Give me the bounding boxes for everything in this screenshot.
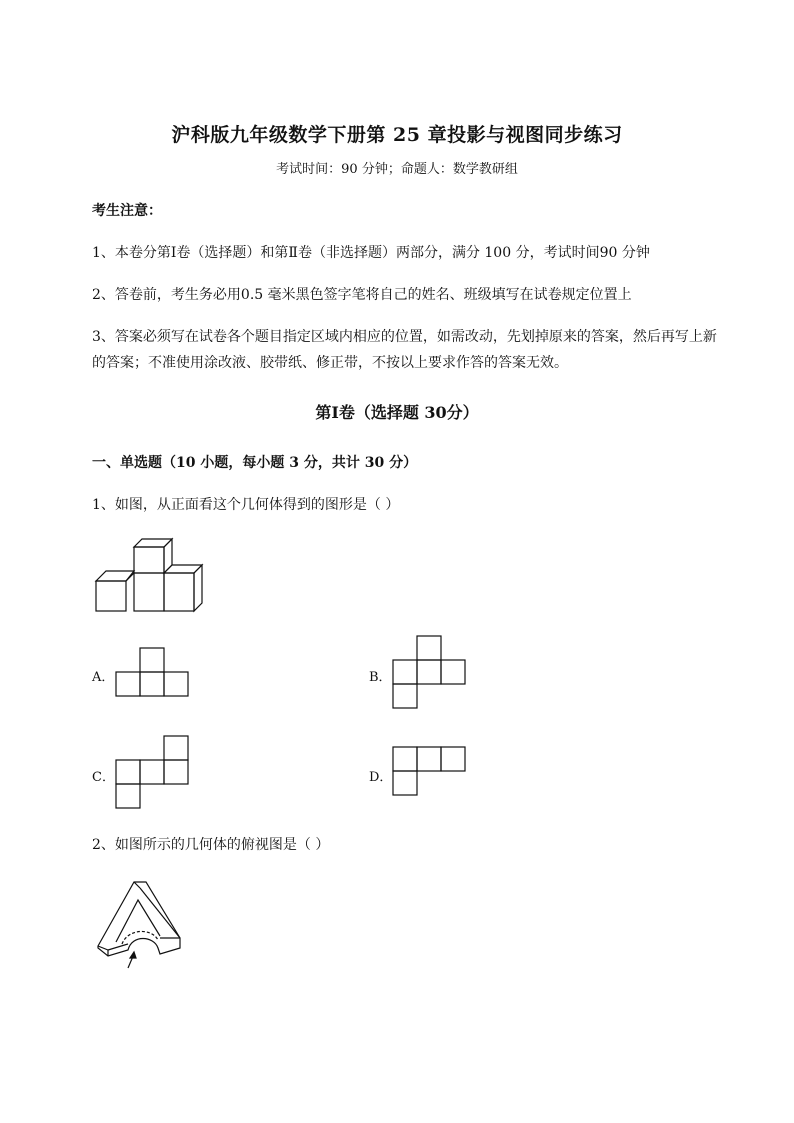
notice-item-2: 2、答卷前，考生务必用0.5 毫米黑色签字笔将自己的姓名、班级填写在试卷规定位置上 bbox=[92, 287, 632, 303]
arch-solid-figure bbox=[94, 878, 194, 970]
notice-item-1: 1、本卷分第Ⅰ卷（选择题）和第Ⅱ卷（非选择题）两部分，满分 100 分，考试时间90 分钟 bbox=[92, 245, 650, 261]
page-title: 沪科版九年级数学下册第 25 章投影与视图同步练习 bbox=[171, 124, 623, 146]
option-d-label[interactable]: D． bbox=[369, 770, 393, 785]
section-title: 第Ⅰ卷（选择题 30分） bbox=[315, 403, 479, 422]
view-option-a[interactable] bbox=[115, 647, 191, 697]
option-a-label[interactable]: A． bbox=[92, 670, 115, 685]
cube-stack-figure bbox=[94, 535, 206, 615]
question-2-text: 2、如图所示的几何体的俯视图是（ ） bbox=[92, 837, 330, 853]
view-option-d[interactable] bbox=[392, 746, 470, 800]
option-c-label[interactable]: C． bbox=[92, 770, 115, 785]
view-option-c[interactable] bbox=[115, 735, 193, 813]
option-b-label[interactable]: B． bbox=[369, 670, 392, 685]
notice-item-3-cont: 的答案；不准使用涂改液、胶带纸、修正带，不按以上要求作答的答案无效。 bbox=[92, 355, 568, 371]
view-option-b[interactable] bbox=[392, 635, 470, 713]
notice-item-3: 3、答案必须写在试卷各个题目指定区域内相应的位置，如需改动，先划掉原来的答案，然后再写上新 bbox=[92, 329, 717, 345]
part-title: 一、单选题（10 小题，每小题 3 分，共计 30 分） bbox=[92, 455, 418, 471]
exam-info: 考试时间：90 分钟；命题人：数学教研组 bbox=[276, 162, 518, 177]
notice-heading: 考生注意： bbox=[92, 203, 162, 219]
question-1-text: 1、如图，从正面看这个几何体得到的图形是（ ） bbox=[92, 497, 400, 513]
